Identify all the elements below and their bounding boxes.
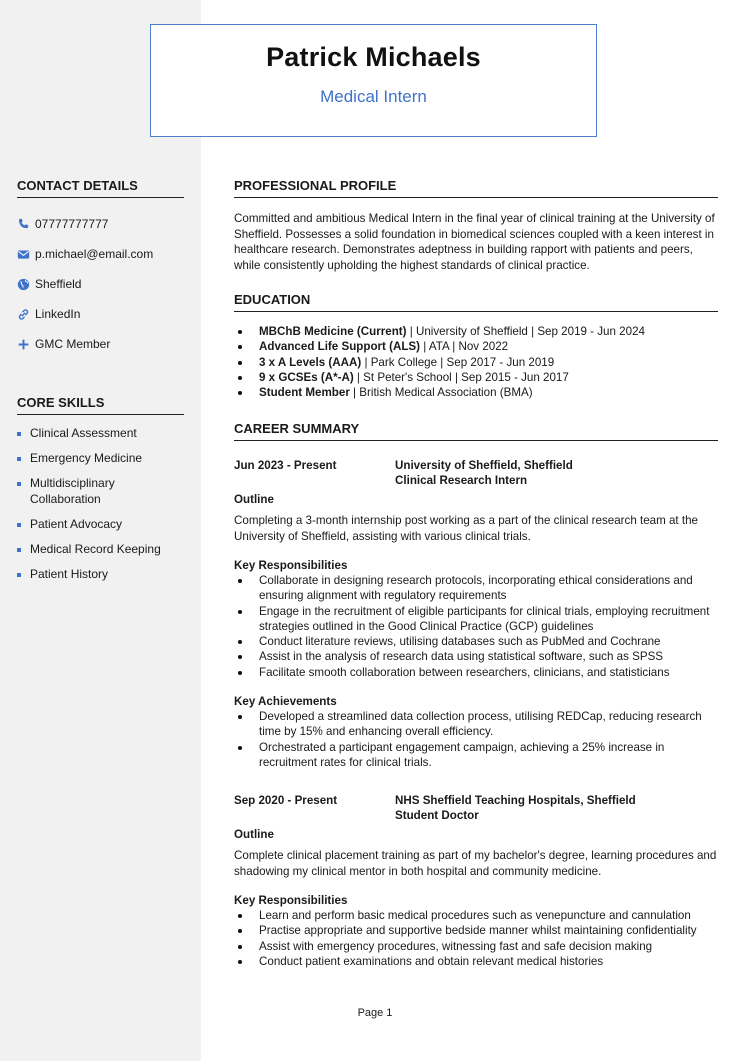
skill-item: Patient Advocacy xyxy=(17,517,184,533)
job-employer: NHS Sheffield Teaching Hospitals, Sheffield xyxy=(395,794,636,807)
education-item: Advanced Life Support (ALS) | ATA | Nov 2022 xyxy=(234,339,718,354)
job-date: Sep 2020 - Present xyxy=(234,794,338,807)
achievement-item: Developed a streamlined data collection process, utilising REDCap, reducing research time by 15% and enhancing overall efficiency. xyxy=(234,709,718,740)
contact-linkedin xyxy=(17,299,184,329)
envelope-icon xyxy=(17,248,30,261)
responsibility-item: Facilitate smooth collaboration between researchers, clinicians, and statisticians xyxy=(234,665,718,680)
contact-membership xyxy=(17,329,184,359)
profile-section xyxy=(234,178,718,273)
skills-list xyxy=(17,426,184,582)
linkedin-link[interactable]: LinkedIn xyxy=(35,307,81,321)
link-icon xyxy=(17,308,30,321)
job-date: Jun 2023 - Present xyxy=(234,459,337,472)
responsibilities-list xyxy=(234,908,718,969)
career-section xyxy=(234,421,718,441)
education-heading: EDUCATION xyxy=(234,292,718,312)
education-item: Student Member | British Medical Association (BMA) xyxy=(234,385,718,400)
job-entry xyxy=(234,793,718,969)
responsibilities-label: Key Responsibilities xyxy=(234,894,348,907)
contact-phone xyxy=(17,209,184,239)
membership-text: GMC Member xyxy=(35,337,111,351)
job-header xyxy=(234,793,718,823)
job-outline: Complete clinical placement training as part of my bachelor's degree, learning procedures and shadowing my clinical mentor in both hospital and community medicine. xyxy=(234,849,717,878)
phone-icon xyxy=(17,218,30,231)
education-section xyxy=(234,292,718,400)
contact-location xyxy=(17,269,184,299)
responsibility-item: Assist in the analysis of research data using statistical software, such as SPSS xyxy=(234,649,718,664)
outline-label: Outline xyxy=(234,828,274,841)
responsibility-item: Assist with emergency procedures, witnessing fast and safe decision making xyxy=(234,939,718,954)
name-header-box xyxy=(150,24,597,137)
responsibilities-label: Key Responsibilities xyxy=(234,559,348,572)
education-list xyxy=(234,324,718,400)
job-title: Clinical Research Intern xyxy=(395,474,528,487)
skill-item: Patient History xyxy=(17,567,184,583)
profile-text: Committed and ambitious Medical Intern in the final year of clinical training at the University of Sheffield. Possesses a solid foundation in biomedical sciences coupled with a keen interest in healthcare research. Demonstrates adeptness in building rapport with patients and peers, while consistently upholding the highest standards of clinical practice. xyxy=(234,212,715,272)
skill-item: Medical Record Keeping xyxy=(17,542,184,558)
responsibility-item: Conduct literature reviews, utilising databases such as PubMed and Cochrane xyxy=(234,634,718,649)
location-text: Sheffield xyxy=(35,277,82,291)
responsibility-item: Learn and perform basic medical procedures such as venepuncture and cannulation xyxy=(234,908,718,923)
phone-number: 07777777777 xyxy=(35,217,109,231)
achievement-item: Orchestrated a participant engagement campaign, achieving a 25% increase in recruitment rates for clinical trials. xyxy=(234,740,718,771)
responsibility-item: Conduct patient examinations and obtain relevant medical histories xyxy=(234,954,718,969)
education-item: 3 x A Levels (AAA) | Park College | Sep 2017 - Jun 2019 xyxy=(234,355,718,370)
skill-item: Clinical Assessment xyxy=(17,426,184,442)
job-header xyxy=(234,458,718,488)
skill-item: Multidisciplinary Collaboration xyxy=(17,476,184,507)
skills-heading: CORE SKILLS xyxy=(17,395,184,415)
page-number: Page 1 xyxy=(357,1007,393,1019)
candidate-role: Medical Intern xyxy=(320,87,427,106)
outline-label: Outline xyxy=(234,493,274,506)
skill-item: Emergency Medicine xyxy=(17,451,184,467)
career-heading: CAREER SUMMARY xyxy=(234,421,718,441)
achievements-list xyxy=(234,709,718,770)
responsibility-item: Collaborate in designing research protocols, incorporating ethical considerations and ensuring alignment with regulatory requirements xyxy=(234,573,718,604)
achievements-label: Key Achievements xyxy=(234,695,337,709)
globe-icon xyxy=(17,278,30,291)
contact-section xyxy=(17,178,184,359)
contact-email xyxy=(17,239,184,269)
education-item: MBChB Medicine (Current) | University of Sheffield | Sep 2019 - Jun 2024 xyxy=(234,324,718,339)
job-employer: University of Sheffield, Sheffield xyxy=(395,459,573,472)
email-address[interactable]: p.michael@email.com xyxy=(35,247,154,261)
job-entry xyxy=(234,458,718,770)
candidate-name: Patrick Michaels xyxy=(266,42,481,72)
education-item: 9 x GCSEs (A*-A) | St Peter's School | Sep 2015 - Jun 2017 xyxy=(234,370,718,385)
skills-section xyxy=(17,395,184,592)
responsibility-item: Engage in the recruitment of eligible participants for clinical trials, employing recruitment strategies outlined in the Good Clinical Practice (GCP) guidelines xyxy=(234,604,718,635)
responsibility-item: Practise appropriate and supportive bedside manner whilst maintaining confidentiality xyxy=(234,923,718,938)
contact-heading: CONTACT DETAILS xyxy=(17,178,184,198)
plus-icon xyxy=(17,338,30,351)
responsibilities-list xyxy=(234,573,718,680)
job-title: Student Doctor xyxy=(395,809,479,822)
profile-heading: PROFESSIONAL PROFILE xyxy=(234,178,718,198)
job-outline: Completing a 3-month internship post working as a part of the clinical research team at the University of Sheffield, assisting with various clinical trials. xyxy=(234,514,698,543)
